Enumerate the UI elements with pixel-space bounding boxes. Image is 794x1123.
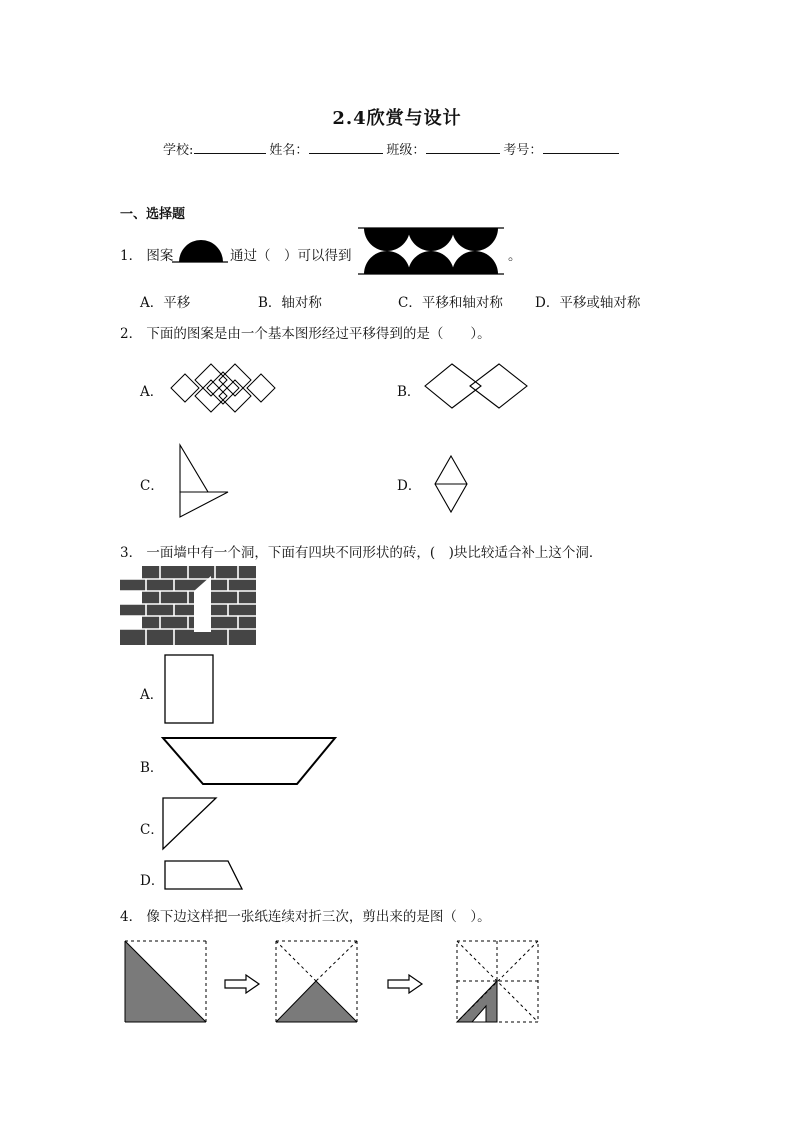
school-blank[interactable] <box>194 139 266 154</box>
q1-option-b[interactable]: B．轴对称 <box>258 295 322 311</box>
exam-no-label: 考号： <box>503 143 543 158</box>
q2-figure-a-knot-pattern <box>170 362 276 414</box>
q3-figure-d-parallelogram <box>164 859 244 891</box>
semicircle-pattern-figure <box>358 227 504 275</box>
question-number: 2． <box>120 326 143 342</box>
question-number: 4． <box>120 909 143 925</box>
question-4 <box>120 905 491 925</box>
question-text: 一面墙中有一个洞，下面有四块不同形状的砖，( )块比较适合补上这个洞． <box>146 545 603 561</box>
q1-option-a[interactable]: A．平移 <box>140 295 191 311</box>
q2-figure-b-rhombi <box>424 363 528 409</box>
page-title: 2.4欣赏与设计 <box>332 108 462 129</box>
question-text: 下面的图案是由一个基本图形经过平移得到的是（ ）。 <box>146 326 491 342</box>
question-1-middle: 通过（ ）可以得到 <box>230 248 352 264</box>
arrow-right-icon <box>387 974 423 994</box>
q3-figure-c-triangle <box>162 797 218 851</box>
student-info-row <box>163 139 622 158</box>
q1-option-c[interactable]: C．平移和轴对称 <box>398 295 503 311</box>
question-text: 像下边这样把一张纸连续对折三次，剪出来的是图（ ）。 <box>146 909 491 925</box>
class-label: 班级： <box>386 143 426 158</box>
q3-option-b[interactable]: B． <box>140 760 164 776</box>
q2-option-b[interactable]: B． <box>397 384 421 400</box>
q2-figure-c-triangles <box>178 443 230 519</box>
name-label: 姓名： <box>269 143 309 158</box>
question-1 <box>120 244 173 264</box>
brick-wall-with-hole <box>120 566 257 645</box>
exam-no-blank[interactable] <box>543 139 619 154</box>
q3-option-c[interactable]: C． <box>140 822 164 838</box>
fold-step-3-cut-figure <box>456 940 540 1024</box>
fold-step-2-figure <box>275 940 359 1024</box>
q1-option-d[interactable]: D．平移或轴对称 <box>535 295 641 311</box>
q2-option-a[interactable]: A． <box>140 384 164 400</box>
fold-step-1-figure <box>124 940 208 1024</box>
semicircle-unit-figure <box>172 237 228 265</box>
q2-figure-d-diamond <box>433 454 469 514</box>
q3-figure-a-rectangle <box>164 654 214 724</box>
arrow-right-icon <box>224 974 260 994</box>
question-3 <box>120 541 602 561</box>
q3-figure-b-trapezoid <box>161 736 337 786</box>
question-1-end: 。 <box>508 248 522 264</box>
section-title: 一、选择题 <box>120 207 186 222</box>
q3-option-a[interactable]: A． <box>140 687 164 703</box>
q2-option-d[interactable]: D． <box>397 478 422 494</box>
q2-option-c[interactable]: C． <box>140 478 164 494</box>
question-2 <box>120 322 491 342</box>
name-blank[interactable] <box>309 139 383 154</box>
school-label: 学校: <box>163 143 194 158</box>
q3-option-d[interactable]: D． <box>140 873 165 889</box>
question-number: 1． <box>120 248 143 264</box>
question-number: 3． <box>120 545 143 561</box>
question-text-before: 图案 <box>146 248 174 264</box>
class-blank[interactable] <box>426 139 500 154</box>
